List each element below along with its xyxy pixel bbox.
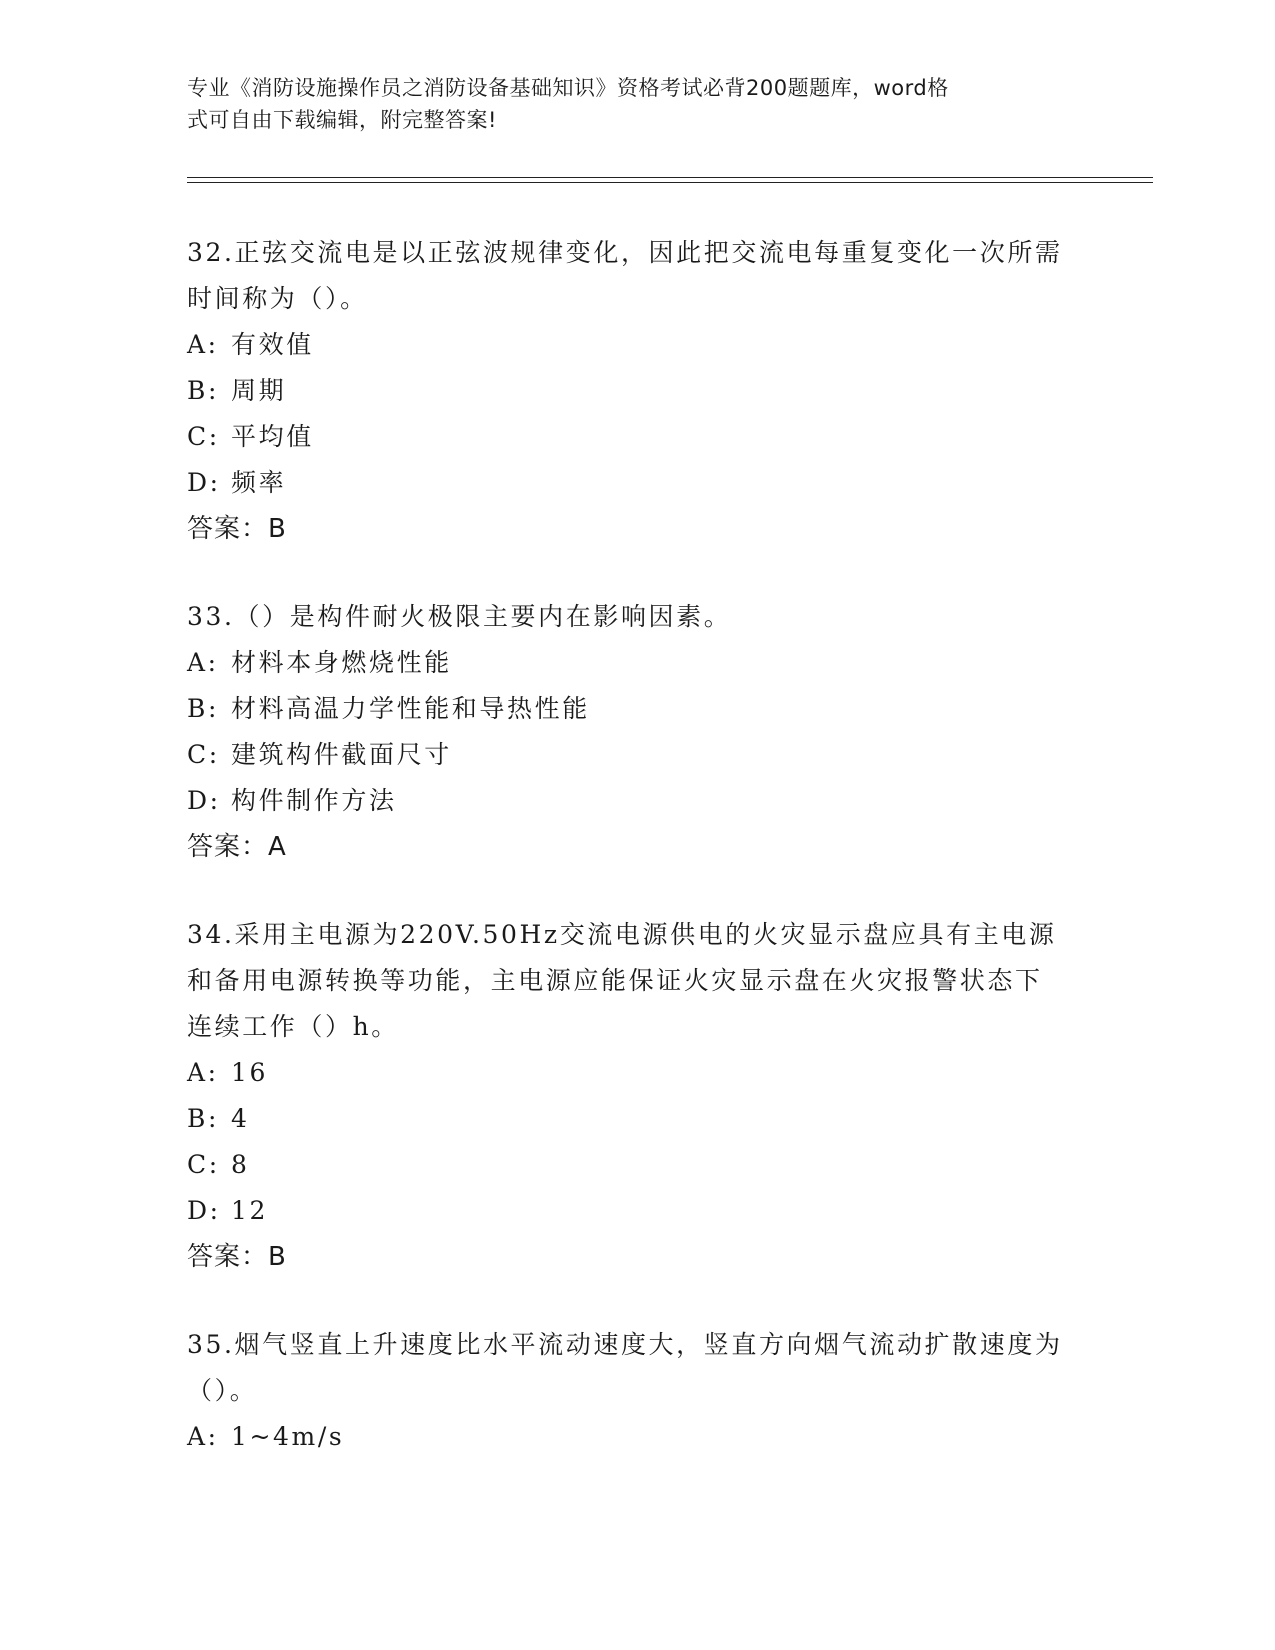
option-text: 频率 bbox=[231, 468, 287, 497]
option-letter: A: bbox=[187, 648, 219, 677]
option-letter: C: bbox=[187, 1150, 220, 1179]
option-d bbox=[187, 778, 1067, 824]
option-letter: A: bbox=[187, 1058, 219, 1087]
option-letter: D: bbox=[187, 1196, 221, 1225]
option-text: 周期 bbox=[231, 376, 287, 405]
option-text: 材料高温力学性能和导热性能 bbox=[231, 694, 590, 723]
option-letter: B: bbox=[187, 694, 219, 723]
option-c bbox=[187, 1142, 1067, 1188]
header-divider-bottom bbox=[187, 182, 1153, 183]
option-c bbox=[187, 414, 1067, 460]
option-letter: B: bbox=[187, 376, 219, 405]
option-text: 1~4m/s bbox=[231, 1422, 345, 1451]
option-letter: B: bbox=[187, 1104, 219, 1133]
question-stem: 34.采用主电源为220V.50Hz交流电源供电的火灾显示盘应具有主电源和备用电源转换等功能，主电源应能保证火灾显示盘在火灾报警状态下连续工作（）h。 bbox=[187, 920, 1057, 1041]
question-list bbox=[187, 230, 1067, 1502]
option-b bbox=[187, 1096, 1067, 1142]
option-a bbox=[187, 1050, 1067, 1096]
answer-key: 答案：B bbox=[187, 1242, 287, 1272]
header-line-2: 式可自由下载编辑，附完整答案! bbox=[187, 108, 497, 132]
option-letter: A: bbox=[187, 1422, 219, 1451]
option-letter: A: bbox=[187, 330, 219, 359]
option-text: 4 bbox=[231, 1104, 250, 1133]
option-a bbox=[187, 322, 1067, 368]
option-text: 构件制作方法 bbox=[231, 786, 397, 815]
option-text: 12 bbox=[231, 1196, 269, 1225]
question-32 bbox=[187, 230, 1067, 552]
question-stem: 32.正弦交流电是以正弦波规律变化，因此把交流电每重复变化一次所需时间称为（）。 bbox=[187, 238, 1063, 313]
option-text: 16 bbox=[231, 1058, 269, 1087]
option-letter: C: bbox=[187, 740, 220, 769]
option-b bbox=[187, 368, 1067, 414]
question-stem: 33.（）是构件耐火极限主要内在影响因素。 bbox=[187, 602, 732, 631]
option-text: 8 bbox=[231, 1150, 250, 1179]
option-letter: C: bbox=[187, 422, 220, 451]
header-line-1: 专业《消防设施操作员之消防设备基础知识》资格考试必背200题题库，word格 bbox=[187, 76, 949, 100]
document-header bbox=[187, 72, 1067, 136]
option-text: 材料本身燃烧性能 bbox=[231, 648, 452, 677]
question-35 bbox=[187, 1322, 1067, 1460]
option-letter: D: bbox=[187, 468, 221, 497]
question-34 bbox=[187, 912, 1067, 1280]
option-d bbox=[187, 1188, 1067, 1234]
option-a bbox=[187, 640, 1067, 686]
option-text: 建筑构件截面尺寸 bbox=[231, 740, 452, 769]
question-stem: 35.烟气竖直上升速度比水平流动速度大，竖直方向烟气流动扩散速度为（）。 bbox=[187, 1330, 1063, 1405]
option-b bbox=[187, 686, 1067, 732]
header-divider-top bbox=[187, 177, 1153, 178]
answer-key: 答案：A bbox=[187, 832, 287, 862]
option-c bbox=[187, 732, 1067, 778]
option-text: 平均值 bbox=[231, 422, 314, 451]
option-letter: D: bbox=[187, 786, 221, 815]
option-d bbox=[187, 460, 1067, 506]
question-33 bbox=[187, 594, 1067, 870]
option-text: 有效值 bbox=[231, 330, 314, 359]
answer-key: 答案：B bbox=[187, 514, 287, 544]
option-a bbox=[187, 1414, 1067, 1460]
